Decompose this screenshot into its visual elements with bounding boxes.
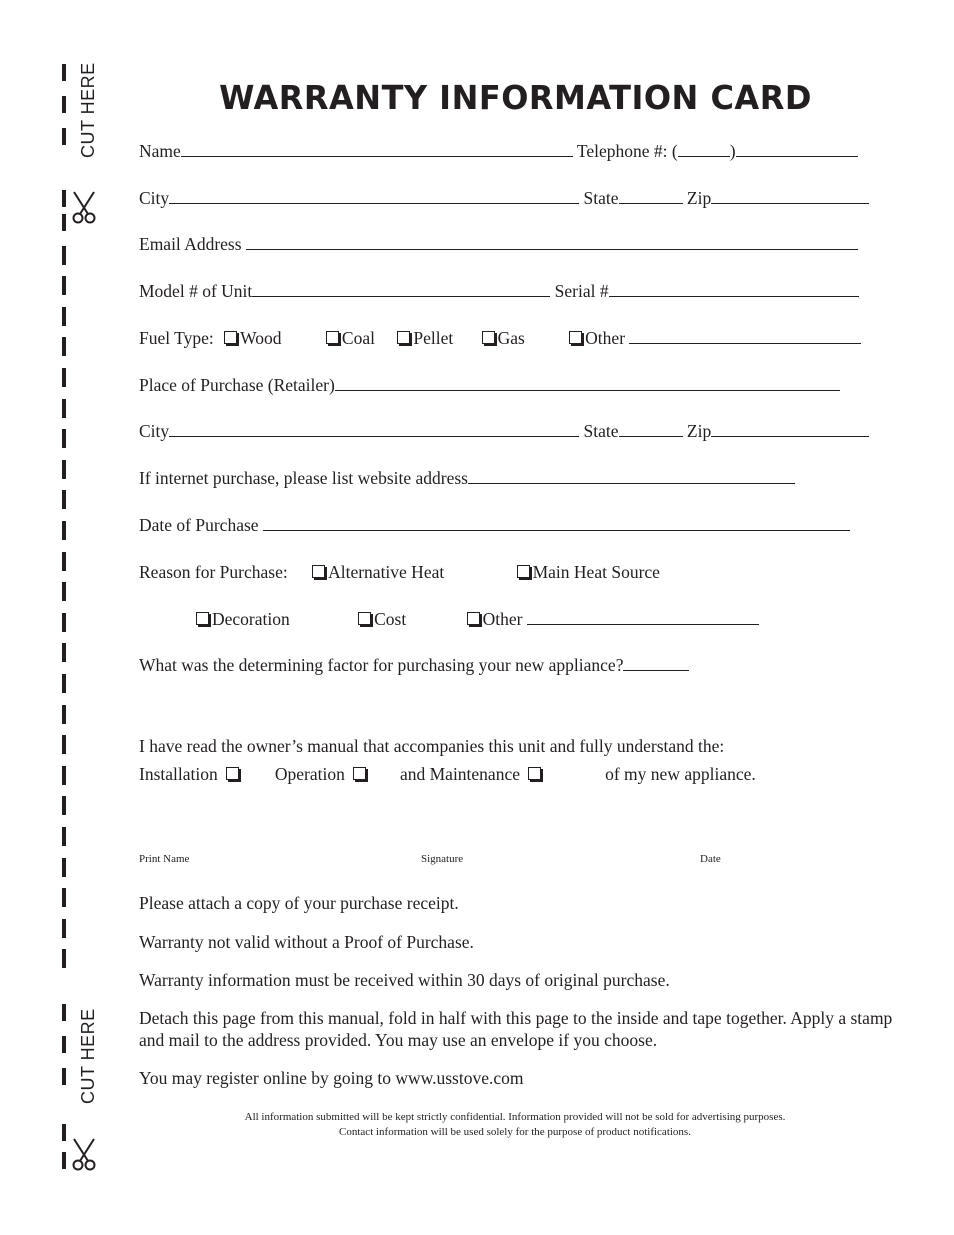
email-row xyxy=(139,233,858,255)
cut-line-dash xyxy=(62,613,66,632)
fuel-pellet-label: Pellet xyxy=(413,328,454,348)
fuel-other-field[interactable] xyxy=(629,327,861,344)
date-of-purchase-label: Date of Purchase xyxy=(139,515,259,535)
cut-line-dash xyxy=(62,128,66,145)
fuel-gas-label: Gas xyxy=(497,328,525,348)
reason-alt-heat-checkbox[interactable] xyxy=(312,565,325,578)
place-of-purchase-field[interactable] xyxy=(335,374,840,391)
operation-checkbox[interactable] xyxy=(353,767,366,780)
page-title: WARRANTY INFORMATION CARD xyxy=(219,78,812,117)
cut-line-dash xyxy=(62,307,66,326)
determining-factor-row xyxy=(139,654,689,676)
reason-decoration-checkbox[interactable] xyxy=(196,612,209,625)
scissors-icon xyxy=(71,1137,97,1171)
cut-line-dash xyxy=(62,460,66,479)
model-row xyxy=(139,280,859,302)
footer-line-1: All information submitted will be kept strictly confidential. Information provided will not be sold for advertising purposes. xyxy=(244,1111,786,1123)
telephone-close-label: ) xyxy=(729,141,736,161)
retailer-city-label: City xyxy=(139,421,170,441)
reason-other-checkbox[interactable] xyxy=(467,612,480,625)
cut-line-dash xyxy=(62,96,66,113)
telephone-label: Telephone #: ( xyxy=(576,141,678,161)
cut-line-dash xyxy=(62,949,66,968)
detach-note: Detach this page from this manual, fold in half with this page to the inside and tape together. Apply a stamp and mail to the address provided. You may use an envelope if you choose. xyxy=(139,1008,893,1050)
internet-label: If internet purchase, please list website address xyxy=(139,468,468,488)
scissors-icon xyxy=(71,190,97,224)
area-code-field[interactable] xyxy=(678,140,730,157)
state-field[interactable] xyxy=(619,187,683,204)
reason-other-label: Other xyxy=(482,609,523,629)
fuel-wood-label: Wood xyxy=(240,328,282,348)
reason-other-field[interactable] xyxy=(527,608,759,625)
online-note: You may register online by going to www.usstove.com xyxy=(139,1068,524,1088)
reason-row xyxy=(139,561,660,583)
cut-line-dash xyxy=(62,64,66,81)
reason-row-2 xyxy=(196,608,759,630)
cut-line-dash xyxy=(62,190,66,207)
manual-suffix: of my new appliance. xyxy=(605,764,756,784)
cut-line-dash xyxy=(62,1036,66,1053)
zip-label: Zip xyxy=(686,188,712,208)
signature-label: Signature xyxy=(421,853,464,865)
proof-note: Warranty not valid without a Proof of Purchase. xyxy=(139,932,474,952)
internet-row xyxy=(139,467,795,489)
receipt-note: Please attach a copy of your purchase receipt. xyxy=(139,893,459,913)
fuel-gas-checkbox[interactable] xyxy=(482,331,495,344)
name-label: Name xyxy=(139,141,181,161)
reason-cost-label: Cost xyxy=(374,609,407,629)
name-field[interactable] xyxy=(181,140,573,157)
cut-here-label-top: CUT HERE xyxy=(78,62,98,158)
fuel-type-row xyxy=(139,327,861,349)
cut-line-dash xyxy=(62,214,66,231)
installation-label: Installation xyxy=(139,764,218,784)
cut-line-dash xyxy=(62,888,66,907)
cut-line-dash xyxy=(62,429,66,448)
cut-line xyxy=(62,0,67,1235)
telephone-field[interactable] xyxy=(736,140,858,157)
fuel-type-label: Fuel Type: xyxy=(139,328,214,348)
cut-line-dash xyxy=(62,735,66,754)
cut-line-dash xyxy=(62,705,66,724)
email-field[interactable] xyxy=(246,233,858,250)
installation-checkbox[interactable] xyxy=(226,767,239,780)
cut-line-dash xyxy=(62,399,66,418)
cut-line-dash xyxy=(62,582,66,601)
model-field[interactable] xyxy=(252,280,550,297)
cut-line-dash xyxy=(62,858,66,877)
reason-main-heat-label: Main Heat Source xyxy=(532,562,660,582)
fuel-other-label: Other xyxy=(585,328,626,348)
determining-factor-field[interactable] xyxy=(623,654,689,671)
reason-label: Reason for Purchase: xyxy=(139,562,288,582)
cut-line-dash xyxy=(62,490,66,509)
email-label: Email Address xyxy=(139,234,242,254)
reason-cost-checkbox[interactable] xyxy=(358,612,371,625)
maintenance-label: and Maintenance xyxy=(399,764,520,784)
fuel-pellet-checkbox[interactable] xyxy=(397,331,410,344)
fuel-wood-checkbox[interactable] xyxy=(224,331,237,344)
cut-line-dash xyxy=(62,368,66,387)
fuel-coal-checkbox[interactable] xyxy=(326,331,339,344)
cut-here-label-bottom: CUT HERE xyxy=(78,1008,98,1104)
cut-line-dash xyxy=(62,766,66,785)
website-field[interactable] xyxy=(468,467,795,484)
serial-field[interactable] xyxy=(609,280,859,297)
retailer-city-row xyxy=(139,420,869,442)
thirty-days-note: Warranty information must be received within 30 days of original purchase. xyxy=(139,970,670,990)
reason-alt-heat-label: Alternative Heat xyxy=(328,562,445,582)
name-row xyxy=(139,140,858,162)
cut-line-dash xyxy=(62,1152,66,1169)
reason-main-heat-checkbox[interactable] xyxy=(517,565,530,578)
cut-line-dash xyxy=(62,1124,66,1141)
cut-line-dash xyxy=(62,276,66,295)
cut-line-dash xyxy=(62,1004,66,1021)
date-of-purchase-row xyxy=(139,514,850,536)
cut-line-dash xyxy=(62,643,66,662)
retailer-zip-label: Zip xyxy=(686,421,712,441)
date-label: Date xyxy=(700,853,721,865)
manual-statement: I have read the owner’s manual that accompanies this unit and fully understand the: xyxy=(139,736,725,756)
zip-field[interactable] xyxy=(711,187,869,204)
cut-line-dash xyxy=(62,827,66,846)
state-label: State xyxy=(583,188,619,208)
fuel-coal-label: Coal xyxy=(341,328,375,348)
maintenance-checkbox[interactable] xyxy=(528,767,541,780)
retailer-state-field[interactable] xyxy=(619,420,683,437)
retailer-zip-field[interactable] xyxy=(711,420,869,437)
place-of-purchase-label: Place of Purchase (Retailer) xyxy=(139,375,335,395)
serial-label: Serial # xyxy=(554,281,609,301)
print-name-label: Print Name xyxy=(139,853,190,865)
city-label: City xyxy=(139,188,170,208)
cut-line-dash xyxy=(62,552,66,571)
city-field[interactable] xyxy=(169,187,579,204)
footer xyxy=(139,1110,891,1140)
retailer-state-label: State xyxy=(583,421,619,441)
cut-line-dash xyxy=(62,337,66,356)
city-row xyxy=(139,187,869,209)
cut-line-dash xyxy=(62,674,66,693)
model-label: Model # of Unit xyxy=(139,281,253,301)
retailer-city-field[interactable] xyxy=(169,420,579,437)
cut-line-dash xyxy=(62,919,66,938)
date-of-purchase-field[interactable] xyxy=(263,514,850,531)
cut-line-dash xyxy=(62,521,66,540)
determining-factor-label: What was the determining factor for purchasing your new appliance? xyxy=(139,655,624,675)
footer-line-2: Contact information will be used solely for the purpose of product notifications. xyxy=(339,1126,691,1138)
fuel-other-checkbox[interactable] xyxy=(569,331,582,344)
cut-line-dash xyxy=(62,1068,66,1085)
operation-label: Operation xyxy=(274,764,345,784)
cut-line-dash xyxy=(62,246,66,265)
cut-line-dash xyxy=(62,796,66,815)
reason-decoration-label: Decoration xyxy=(212,609,290,629)
manual-checks-row xyxy=(139,763,756,785)
place-of-purchase-row xyxy=(139,374,840,396)
